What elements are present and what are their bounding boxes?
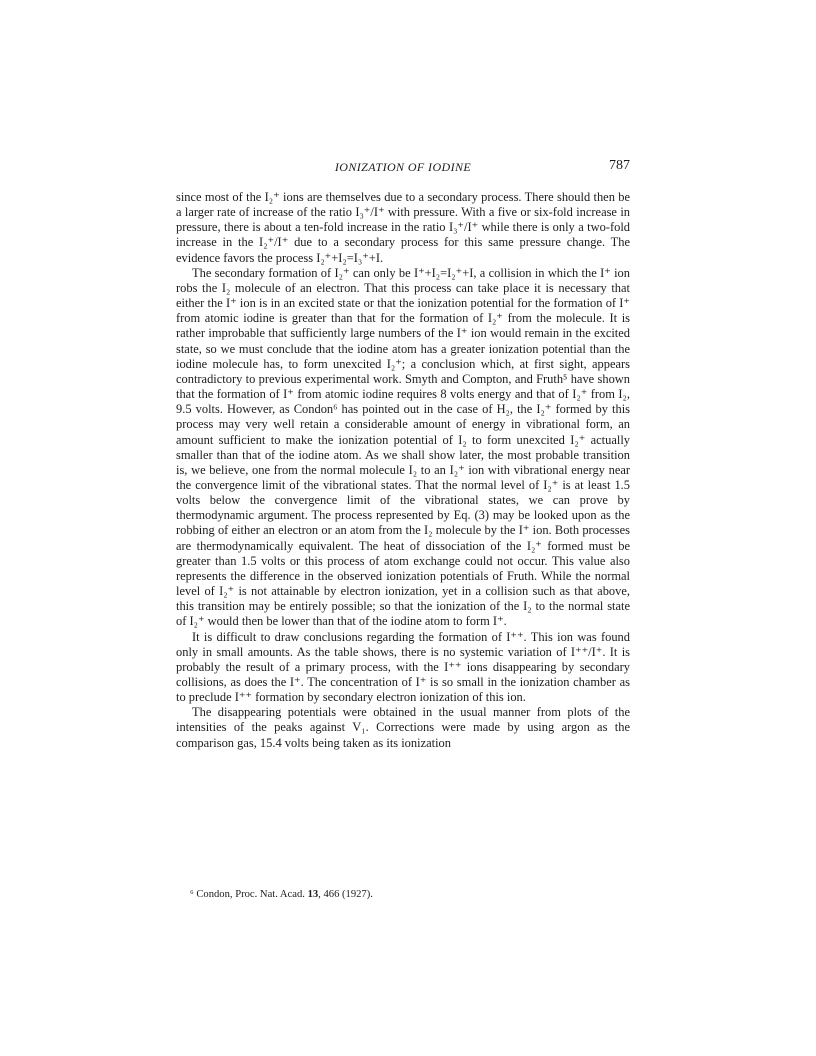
footnote-volume: 13: [307, 889, 319, 900]
body-text: [176, 190, 630, 751]
page-number: 787: [609, 158, 630, 173]
running-title: IONIZATION OF IODINE: [334, 160, 472, 174]
footnote: [190, 888, 630, 901]
paragraph-1: since most of the I₂⁺ ions are themselves due to a secondary process. There should then be a larger rate of increase of the ratio I₃⁺/I⁺ with pressure. With a five or six-fold increase in pressure, there is about a ten-fold increase in the ratio I₃⁺/I⁺ while there is only a two-fold increase in the I₂⁺/I⁺ due to a secondary process for this same pressure change. The evidence favors the process I₂⁺+I₂=I₃⁺+I.: [176, 190, 630, 265]
footnote-marker: ⁶: [190, 889, 194, 900]
footnote-rest: , 466 (1927).: [318, 889, 373, 900]
footnote-text: Condon, Proc. Nat. Acad.: [193, 889, 308, 900]
paragraph-2: The secondary formation of I₂⁺ can only be I⁺+I₂=I₂⁺+I, a collision in which the I⁺ ion robs the I₂ molecule of an electron. That this process can take place it is necessary that either the I⁺ ion is in an excited state or that the ionization potential for the formation of I⁺ from atomic iodine is greater than that for the formation of I₂⁺ from the molecule. It is rather improbable that sufficiently large numbers of the I⁺ ion would remain in the excited state, so we must conclude that the iodine atom has a greater ionization potential than the iodine molecule has, to form unexcited I₂⁺; a conclusion which, at first sight, appears contradictory to previous experimental work. Smyth and Compton, and Fruth⁵ have shown that the formation of I⁺ from atomic iodine requires 8 volts energy and that of I₂⁺ from I₂, 9.5 volts. However, as Condon⁶ has pointed out in the case of H₂, the I₂⁺ formed by this process may very well retain a considerable amount of energy in vibrational form, an amount sufficient to make the ionization potential of I₂ to form unexcited I₂⁺ actually smaller than that of the iodine atom. As we shall show later, the most probable transition is, we believe, one from the normal molecule I₂ to an I₂⁺ ion with vibrational energy near the convergence limit of the vibrational states. That the normal level of I₂⁺ is at least 1.5 volts below the convergence limit of the vibrational states, we can prove by thermodynamic argument. The process represented by Eq. (3) may be looked upon as the robbing of either an electron or an atom from the I₂ molecule by the I⁺ ion. Both processes are thermodynamically equivalent. The heat of dissociation of the I₂⁺ formed must be greater than 1.5 volts or this process of atom exchange could not occur. This value also represents the difference in the observed ionization potentials of Fruth. While the normal level of I₂⁺ is not attainable by electron ionization, yet in a collision such as that above, this transition may be entirely possible; so that the ionization of the I₂ to the normal state of I₂⁺ would then be lower than that of the iodine atom to form I⁺.: [176, 265, 630, 629]
paragraph-4: The disappearing potentials were obtained in the usual manner from plots of the intensities of the peaks against V₁. Corrections were made by using argon as the comparison gas, 15.4 volts being taken as its ionization: [176, 705, 630, 750]
running-header: [176, 158, 630, 178]
paragraph-3: It is difficult to draw conclusions regarding the formation of I⁺⁺. This ion was found only in small amounts. As the table shows, there is no systemic variation of I⁺⁺/I⁺. It is probably the result of a primary process, with the I⁺⁺ ions disappearing by secondary collisions, as does the I⁺. The concentration of I⁺ is so small in the ionization chamber as to preclude I⁺⁺ formation by secondary electron ionization of this ion.: [176, 629, 630, 705]
